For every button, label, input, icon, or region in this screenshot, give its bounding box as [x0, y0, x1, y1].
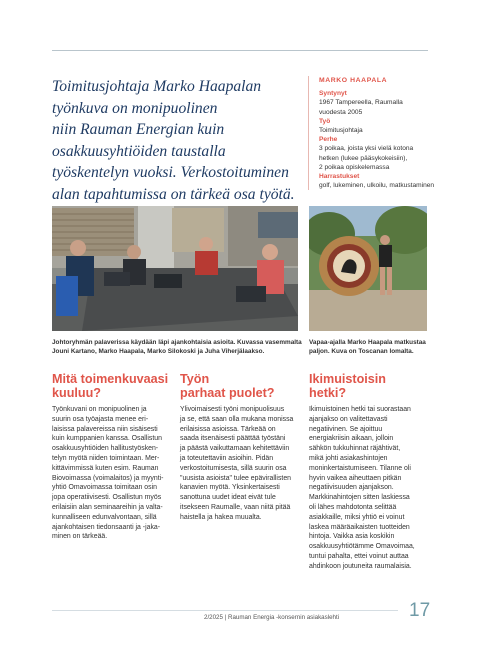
- text-line: kanavien myötä. Yksinkertaisesti: [180, 484, 280, 492]
- column-1-heading: [52, 372, 168, 400]
- meeting-photo: [52, 206, 298, 331]
- family-label: Perhe: [319, 136, 338, 144]
- text-line: mikä johti asiakashintojen: [309, 454, 388, 462]
- hobbies-value: golf, lukeminen, ulkoilu, matkustaminen: [319, 182, 435, 190]
- text-line: Työnkuvani on monipuolinen ja: [52, 406, 147, 413]
- text-line: haistella ja hakea muualta.: [180, 513, 262, 521]
- heading-line: Ikimuistoisin: [309, 372, 386, 386]
- top-rule: [52, 50, 428, 51]
- caption-line: Johtoryhmän palaverissa käydään läpi ajankohtaisia asioita. Kuvassa vasemmalta: [52, 339, 302, 346]
- text-line: erilaisissa asioissa. Tärkeää on: [180, 425, 276, 433]
- column-1-text: [52, 405, 163, 542]
- text-line: negatiivisuuden ajanjakson.: [309, 484, 394, 492]
- text-line: negatiivinen. Se ajoittuu: [309, 425, 383, 433]
- text-line: kittävimmissä kuten esim. Rauman: [52, 464, 159, 472]
- family-value: hetken (lukee pääsykokeisiin),: [319, 154, 408, 162]
- text-line: telyn myötä niiden toimintaan. Mer-: [52, 454, 160, 462]
- text-line: kuin kumppanien kanssa. Osallistun: [52, 435, 162, 443]
- text-line: laskea määräaikaisten tuotteiden: [309, 523, 410, 531]
- page-number: 17: [409, 600, 431, 621]
- text-line: asiakkaille, miksi yhtiö ei voinut: [309, 513, 405, 521]
- footer-rule: [52, 610, 398, 611]
- job-value: Toimitusjohtaja: [319, 127, 363, 135]
- text-line: oli lähes mahdotonta selittää: [309, 503, 397, 511]
- text-line: yhtiö Omavoimassa toimitaan osin: [52, 484, 157, 492]
- text-line: Markkinahintojen sitten laskiessa: [309, 494, 410, 502]
- vacation-photo-caption: [309, 339, 427, 356]
- text-line: ajankohtaisen tiedonsaanti ja -jaka-: [52, 523, 161, 531]
- heading-line: hetki?: [309, 386, 347, 400]
- factbox-name: MARKO HAAPALA: [319, 77, 388, 84]
- column-2-text: [180, 405, 293, 523]
- heading-line: Työn: [180, 372, 210, 386]
- text-line: ajanjakso on valitettavasti: [309, 415, 388, 423]
- text-line: ahdinkoon joutuneita raumalaisia.: [309, 562, 412, 570]
- text-line: osakkuusyhtiötämme Omavoimaa,: [309, 543, 415, 551]
- text-line: moninkertaistumiseen. Tilanne oli: [309, 464, 411, 472]
- pull-quote-line: osakkuusyhtiöiden taustalla: [52, 142, 226, 160]
- column-3-heading: [309, 372, 386, 400]
- family-value: 2 poikaa opiskelemassa: [319, 163, 390, 171]
- pull-quote-line: työskentelyn vuoksi. Verkostoituminen: [52, 164, 289, 181]
- text-line: suurin osa työajasta menee eri-: [52, 415, 149, 423]
- caption-line: paljon. Kuva on Toscanan lomalta.: [309, 347, 414, 355]
- text-line: ja päästä vaikuttamaan kehitettäviin: [180, 445, 290, 453]
- meeting-photo-illustration: [52, 206, 298, 331]
- job-label: Työ: [319, 117, 331, 125]
- born-value: 1967 Tampereella, Raumalla: [319, 99, 403, 107]
- text-line: kunnalliseen edunvalvontaan, sillä: [52, 513, 157, 521]
- text-line: sanottuna uudet ideat eivät tule: [180, 494, 276, 502]
- text-line: Ikimuistoinen hetki tai suorastaan: [309, 406, 411, 413]
- born-value: vuodesta 2005: [319, 108, 363, 116]
- meeting-photo-caption: [52, 339, 302, 356]
- text-line: hintoja. Vaikka asia koskikin: [309, 533, 395, 541]
- text-line: Ylivoimaisesti työni monipuolisuus: [180, 406, 285, 413]
- text-line: osakkuusyhtiöiden hallitustyösken-: [52, 445, 159, 453]
- text-line: verkostoitumisesta, sillä suurin osa: [180, 464, 287, 472]
- text-line: ja toteutettaviin asioihin. Pidän: [180, 454, 274, 462]
- column-2-heading: [180, 372, 274, 400]
- text-line: energiakriisin aikaan, jolloin: [309, 435, 394, 443]
- pull-quote-line: työnkuva on monipuolinen: [52, 99, 218, 117]
- text-line: saada itsenäisesti päättää työstäni: [180, 435, 286, 443]
- footer-text: 2/2025 | Rauman Energia -konsernin asiakaslehti: [204, 614, 340, 621]
- caption-line: Jouni Kartano, Marko Haapala, Marko Silokoski ja Juha Viherjälaakso.: [52, 347, 265, 355]
- text-line: jopa operatiivisesti. Osallistun myös: [52, 494, 162, 502]
- vacation-photo-illustration: [309, 206, 427, 331]
- text-line: Biovoimassa (voimalaitos) ja myynti-: [52, 474, 164, 482]
- caption-line: Vapaa-ajalla Marko Haapala matkustaa: [309, 339, 426, 346]
- text-line: "uusista asioista" tulee epävirallisten: [180, 474, 291, 482]
- fact-box: [308, 76, 445, 190]
- hobbies-label: Harrastukset: [319, 173, 360, 181]
- heading-line: Mitä toimenkuvaasi: [52, 372, 169, 386]
- text-line: erilaisiin alan seminaareihin ja valta-: [52, 503, 163, 511]
- text-line: ja se, että saan olla mukana monissa: [180, 415, 294, 423]
- pull-quote: [52, 76, 298, 205]
- pull-quote-line: alan tapahtumissa on tärkeä osa työtä.: [52, 185, 295, 203]
- heading-line: kuuluu?: [52, 386, 101, 400]
- vacation-photo: [309, 206, 427, 331]
- column-3-text: [309, 405, 415, 572]
- text-line: laisissa palavereissa niin sisäisesti: [52, 425, 158, 433]
- pull-quote-line: niin Rauman Energian kuin: [52, 121, 225, 138]
- text-line: sähkön tukkuhinnat räjähtivät,: [309, 445, 401, 453]
- family-value: 3 poikaa, joista yksi vielä kotona: [319, 145, 414, 153]
- pull-quote-line: Toimitusjohtaja Marko Haapalan: [52, 78, 262, 95]
- text-line: minen on tärkeää.: [52, 533, 108, 541]
- born-label: Syntynyt: [319, 90, 347, 98]
- text-line: hyvin vaikea aiheuttaen pitkän: [309, 474, 402, 482]
- text-line: tuntui pahalta, ettei voinut auttaa: [309, 552, 409, 560]
- heading-line: parhaat puolet?: [180, 386, 275, 400]
- text-line: itsekseen Raumalle, vaan niitä pitää: [180, 503, 291, 511]
